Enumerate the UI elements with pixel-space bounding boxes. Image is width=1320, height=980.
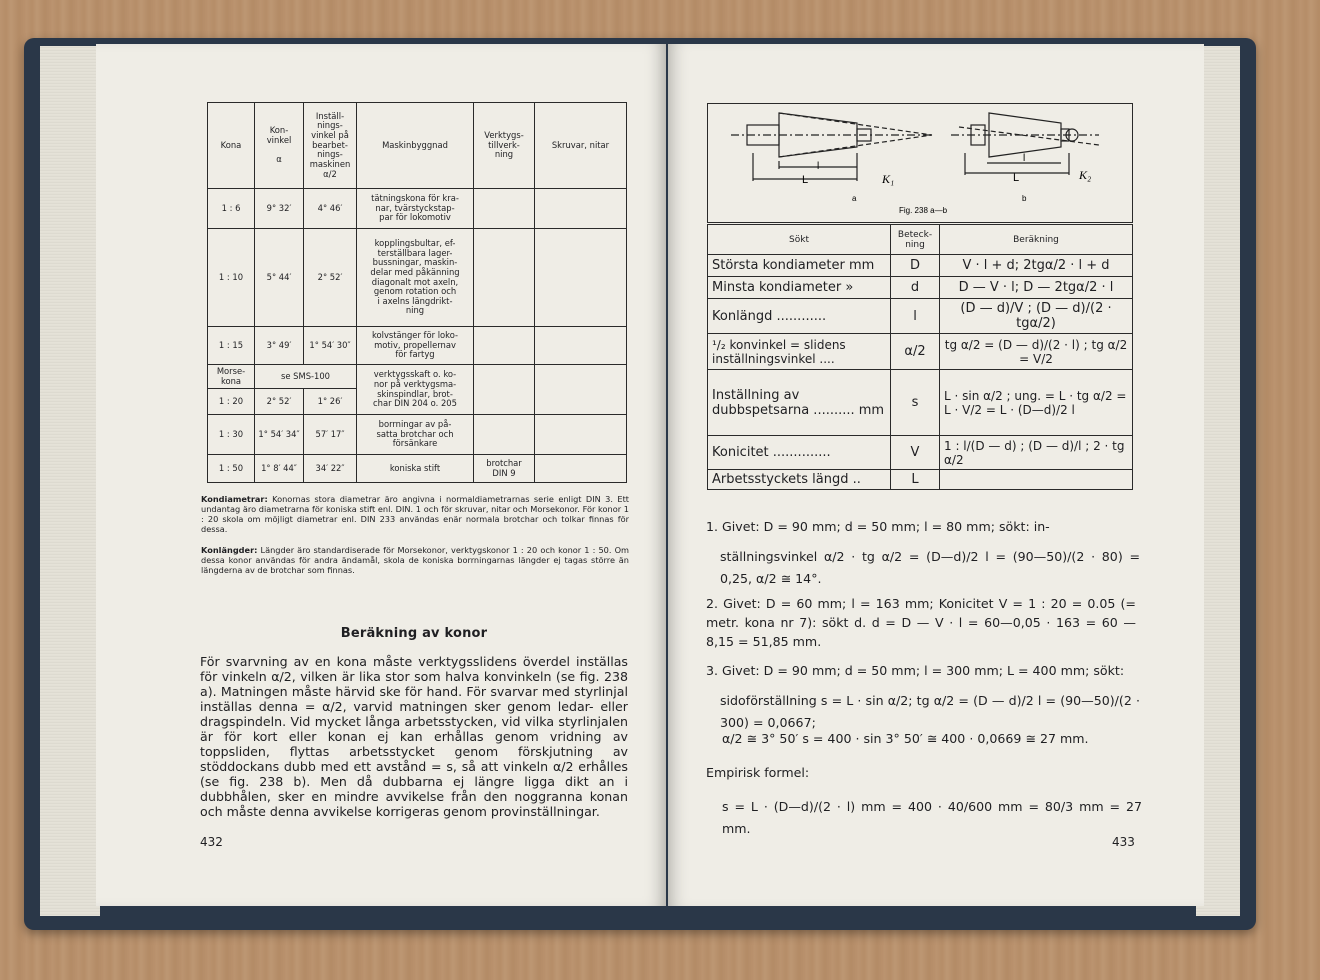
table-cell (474, 189, 535, 229)
note-kondiametrar (201, 495, 629, 534)
table-row (208, 455, 627, 483)
note-text: Konornas stora diametrar äro angivna i normaldiametrarnas serie enligt DIN 3. Ett undantag äro diametrarna för koniska stift enl. DIN. 1 och för skruvar, nitar och Morsekonor. För konor 1 : 20 skola om möjligt diametrar enl. DIN 233 användas enär normala brotchar och tolkar finnas för dessa. (201, 494, 629, 534)
page-block-left (40, 46, 100, 916)
table-cell: koniska stift (357, 455, 474, 483)
note-label: Kondiametrar: (201, 494, 268, 504)
table-cell: ¹/₂ konvinkel = slidens inställningsvinkel .... (708, 334, 891, 370)
table-cell: Konicitet .............. (708, 436, 891, 470)
example-3-line-3: α/2 ≅ 3° 50′ s = 400 · sin 3° 50′ ≅ 400 · 0,0669 ≅ 27 mm. (722, 731, 1089, 746)
table-cell: 1° 26′ (304, 389, 357, 415)
table-cell: 3° 49′ (255, 327, 304, 365)
table-cell: 2° 52′ (304, 229, 357, 327)
table-cell: 4° 46′ (304, 189, 357, 229)
figure-238 (707, 103, 1133, 223)
table-cell: 57′ 17″ (304, 415, 357, 455)
col-header-berakning: Beräkning (940, 225, 1133, 255)
table-cell: kolvstänger för loko- motiv, propellernav för fartyg (357, 327, 474, 365)
cone-diagram (707, 103, 1133, 223)
cone-b-drawing (951, 113, 1099, 175)
empirisk-formula: s = L · (D—d)/(2 · l) mm = 400 · 40/600 mm = 80/3 mm = 27 mm. (722, 799, 1142, 836)
table-cell: D — V · l; D — 2tgα/2 · l (940, 277, 1133, 299)
label-a: a (852, 194, 857, 203)
table-cell: kopplingsbultar, ef- terställbara lager- bussningar, maskin- delar med påkänning diagonalt mot axeln, genom rotation och i axelns längdrikt- ning (357, 229, 474, 327)
table-cell: Morse- kona (208, 365, 255, 389)
table-cell: 1 : 20 (208, 389, 255, 415)
col-header-sokt: Sökt (708, 225, 891, 255)
dim-L-a: L (802, 174, 809, 186)
cone-a-drawing (731, 113, 932, 181)
table-row (708, 470, 1133, 490)
example-1-line-2: ställningsvinkel α/2 · tg α/2 = (D—d)/2 l = (90—50)/(2 · 80) = 0,25, α/2 ≅ 14°. (720, 549, 1140, 586)
table-cell (535, 415, 627, 455)
example-1-line-1: 1. Givet: D = 90 mm; d = 50 mm; l = 80 mm; sökt: in- (706, 519, 1050, 534)
table-row (708, 436, 1133, 470)
table-row (708, 334, 1133, 370)
table-cell: 1° 8′ 44″ (255, 455, 304, 483)
table-row (708, 370, 1133, 436)
col-header-konvinkel: Kon- vinkel α (255, 103, 304, 189)
table-cell: Konlängd ............ (708, 299, 891, 334)
table-cell: 2° 52′ (255, 389, 304, 415)
formula-table (707, 224, 1133, 490)
table-cell: brotchar DIN 9 (474, 455, 535, 483)
col-header-maskinbyggnad: Maskinbyggnad (357, 103, 474, 189)
col-header-beteckning: Beteck- ning (891, 225, 940, 255)
table-row (208, 327, 627, 365)
table-cell: se SMS-100 (255, 365, 357, 389)
table-cell: D (891, 255, 940, 277)
kona-table (207, 102, 627, 483)
table-cell: 1° 54′ 34″ (255, 415, 304, 455)
table-cell: 1 : 15 (208, 327, 255, 365)
table-cell: 1° 54′ 30″ (304, 327, 357, 365)
table-row (208, 189, 627, 229)
table-row (708, 277, 1133, 299)
table-cell: Minsta kondiameter » (708, 277, 891, 299)
page-number-left: 432 (200, 835, 223, 849)
table-cell (535, 365, 627, 415)
table-cell (940, 470, 1133, 490)
table-cell: V (891, 436, 940, 470)
table-cell: Största kondiameter mm (708, 255, 891, 277)
table-cell (474, 415, 535, 455)
col-header-kona: Kona (208, 103, 255, 189)
table-cell: tg α/2 = (D — d)/(2 · l) ; tg α/2 = V/2 (940, 334, 1133, 370)
table-cell: borrningar av på- satta brotchar och försänkare (357, 415, 474, 455)
example-2: 2. Givet: D = 60 mm; l = 163 mm; Konicitet V = 1 : 20 = 0.05 (= metr. kona nr 7): sökt d. d = D — V · l = 60—0,05 · 163 = 60 — 8,15 = 51,85 mm. (706, 596, 1136, 649)
label-k1: K₁ (882, 172, 895, 186)
table-cell: 1 : 6 (208, 189, 255, 229)
table-cell: s (891, 370, 940, 436)
dim-L-b: L (1013, 172, 1020, 184)
table-row (708, 299, 1133, 334)
col-header-verktygstillverkning: Verktygs- tillverk- ning (474, 103, 535, 189)
table-cell: 1 : 10 (208, 229, 255, 327)
table-cell (535, 229, 627, 327)
table-cell (535, 455, 627, 483)
table-cell: 34′ 22″ (304, 455, 357, 483)
label-b: b (1022, 194, 1027, 203)
note-label: Konlängder: (201, 545, 258, 555)
body-paragraph: För svarvning av en kona måste verktygsslidens överdel inställas för vinkeln α/2, vilken är lika stor som halva konvinkeln (se fig. 238 a). Matningen måste härvid ske för hand. För svarvar med styrlinjal inställas denna = α/2, varvid matningen sker genom ledar- eller dragspindeln. Vid mycket långa arbetsstycken, vid vilka styrlinjalen är för kort eller konan ej kan erhållas genom vridning av toppsliden, flyttas arbetsstycket genom förskjutning av stöddockans dubb med ett avstånd = s, så att vinkeln α/2 erhålles (se fig. 238 b). Men då dubbarna ej längre ligga dikt an i dubbhålen, sker en mindre avvikelse från den noggranna konan och måste denna avvikelse korrigeras genom provinställningar. (200, 654, 628, 819)
table-cell: L · sin α/2 ; ung. = L · tg α/2 = L · V/2 = L · (D—d)/2 l (940, 370, 1133, 436)
table-cell: 9° 32′ (255, 189, 304, 229)
table-row (708, 255, 1133, 277)
table-cell: Inställning av dubbspetsarna .......... mm (708, 370, 891, 436)
example-3-line-1: 3. Givet: D = 90 mm; d = 50 mm; l = 300 mm; L = 400 mm; sökt: (706, 663, 1125, 678)
table-cell: 5° 44′ (255, 229, 304, 327)
table-cell: V · l + d; 2tgα/2 · l + d (940, 255, 1133, 277)
table-cell: 1 : 50 (208, 455, 255, 483)
table-row (208, 229, 627, 327)
table-cell: Arbetsstyckets längd .. (708, 470, 891, 490)
label-k2: K₂ (1079, 168, 1092, 182)
table-cell: d (891, 277, 940, 299)
table-cell: tätningskona för kra- nar, tvärstyckstap- par för lokomotiv (357, 189, 474, 229)
table-cell: l (891, 299, 940, 334)
example-3-line-2: sidoförställning s = L · sin α/2; tg α/2 = (D — d)/2 l = (90—50)/(2 · 300) = 0,0667; (720, 693, 1140, 730)
table-cell (474, 365, 535, 415)
dim-l-b: l (1023, 153, 1026, 164)
table-cell: L (891, 470, 940, 490)
note-text: Längder äro standardiserade för Morsekonor, verktygskonor 1 : 20 och konor 1 : 50. Om dessa konor användas för andra ändamål, skola de koniska borrningarnas längder ej tagas större än längderna av de brotchar som finnas. (201, 545, 629, 575)
figure-caption: Fig. 238 a—b (899, 206, 948, 215)
table-cell: 1 : l/(D — d) ; (D — d)/l ; 2 · tg α/2 (940, 436, 1133, 470)
table-cell: 1 : 30 (208, 415, 255, 455)
table-cell (535, 189, 627, 229)
note-konlangder (201, 546, 629, 576)
empirisk-label: Empirisk formel: (706, 765, 810, 780)
col-header-skruvar-nitar: Skruvar, nitar (535, 103, 627, 189)
table-cell: (D — d)/V ; (D — d)/(2 · tgα/2) (940, 299, 1133, 334)
table-cell: α/2 (891, 334, 940, 370)
page-number-right: 433 (1112, 835, 1135, 849)
dim-l-a: l (817, 161, 820, 172)
table-cell (474, 229, 535, 327)
table-row (208, 415, 627, 455)
table-cell (474, 327, 535, 365)
section-title: Beräkning av konor (340, 626, 488, 641)
col-header-installningsvinkel: Inställ- nings- vinkel på bearbet- nings- maskinen α/2 (304, 103, 357, 189)
table-cell: verktygsskaft o. ko- nor på verktygsma- skinspindlar, brot- char DIN 204 o. 205 (357, 365, 474, 415)
table-cell (535, 327, 627, 365)
table-row (208, 365, 627, 389)
